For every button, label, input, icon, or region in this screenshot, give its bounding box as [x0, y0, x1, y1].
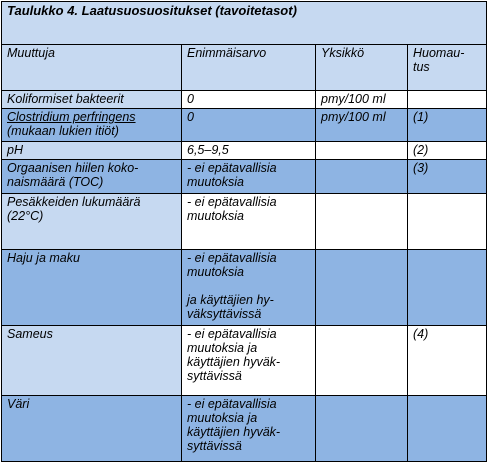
- cell-max-line4: syttävissä: [187, 369, 242, 383]
- cell-max: 6,5–9,5: [182, 142, 316, 160]
- table-row: [2, 326, 487, 396]
- cell-max: [182, 396, 316, 462]
- cell-max: 0: [182, 109, 316, 142]
- cell-param-line1: Pesäkkeiden lukumäärä: [7, 195, 141, 209]
- cell-max-line2: muutoksia ja: [187, 411, 258, 425]
- cell-param: [2, 109, 182, 142]
- cell-param-line2: (mukaan lukien itiöt): [7, 124, 119, 138]
- cell-param: Koliformiset bakteerit: [2, 91, 182, 109]
- cell-param: Haju ja maku: [2, 250, 182, 326]
- cell-max-line4: syttävissä: [187, 439, 242, 453]
- cell-max-line1: - ei epätavallisia: [187, 327, 277, 341]
- cell-max-line3: käyttäjien hyväk-: [187, 425, 281, 439]
- table-row: [2, 194, 487, 250]
- table-header-row: [2, 45, 487, 91]
- cell-note: (4): [408, 326, 487, 396]
- cell-param-line2: (22°C): [7, 209, 44, 223]
- header-max: Enimmäisarvo: [182, 45, 316, 91]
- header-note-line1: Huomau-: [413, 46, 465, 60]
- table-row: [2, 396, 487, 462]
- cell-max-line2: muutoksia ja: [187, 341, 258, 355]
- cell-note: (1): [408, 109, 487, 142]
- cell-note: (2): [408, 142, 487, 160]
- water-quality-table: [1, 1, 487, 462]
- header-param: Muuttuja: [2, 45, 182, 91]
- table-row: [2, 160, 487, 194]
- cell-max-line1: - ei epätavallisia: [187, 161, 277, 175]
- cell-max: [182, 326, 316, 396]
- cell-unit: [316, 396, 408, 462]
- table-row: [2, 142, 487, 160]
- cell-max-line2: muutoksia: [187, 175, 244, 189]
- cell-unit: [316, 160, 408, 194]
- cell-note: [408, 396, 487, 462]
- cell-max: 0: [182, 91, 316, 109]
- cell-max-line2: muutoksia: [187, 265, 244, 279]
- table-title-row: [2, 2, 487, 45]
- cell-note: [408, 250, 487, 326]
- cell-param-line2: naismäärä (TOC): [7, 175, 104, 189]
- cell-param: Väri: [2, 396, 182, 462]
- cell-param: Sameus: [2, 326, 182, 396]
- header-unit: Yksikkö: [316, 45, 408, 91]
- cell-note: [408, 194, 487, 250]
- table-row: [2, 250, 487, 326]
- table-row: [2, 91, 487, 109]
- table-title: Taulukko 4. Laatusuosuositukset (tavoitetasot): [2, 2, 487, 45]
- cell-max-line3: käyttäjien hyväk-: [187, 355, 281, 369]
- header-note-line2: tus: [413, 60, 430, 74]
- cell-note: (3): [408, 160, 487, 194]
- cell-param-line1: Orgaanisen hiilen koko-: [7, 161, 139, 175]
- cell-max: [182, 160, 316, 194]
- cell-unit: pmy/100 ml: [316, 109, 408, 142]
- cell-param: [2, 194, 182, 250]
- cell-unit: [316, 194, 408, 250]
- cell-max: [182, 194, 316, 250]
- cell-param-line1: Clostridium perfringens: [7, 110, 136, 124]
- cell-max: [182, 250, 316, 326]
- header-note: [408, 45, 487, 91]
- table-row: [2, 109, 487, 142]
- cell-unit: [316, 326, 408, 396]
- cell-param: pH: [2, 142, 182, 160]
- cell-unit: [316, 250, 408, 326]
- cell-note: [408, 91, 487, 109]
- cell-max-line1: - ei epätavallisia: [187, 397, 277, 411]
- cell-unit: pmy/100 ml: [316, 91, 408, 109]
- cell-max-line2: muutoksia: [187, 209, 244, 223]
- cell-max-line4: väksyttävissä: [187, 307, 262, 321]
- cell-max-line1: - ei epätavallisia: [187, 195, 277, 209]
- cell-unit: [316, 142, 408, 160]
- cell-max-line1: - ei epätavallisia: [187, 251, 277, 265]
- cell-param: [2, 160, 182, 194]
- cell-max-line3: ja käyttäjien hy-: [187, 293, 274, 307]
